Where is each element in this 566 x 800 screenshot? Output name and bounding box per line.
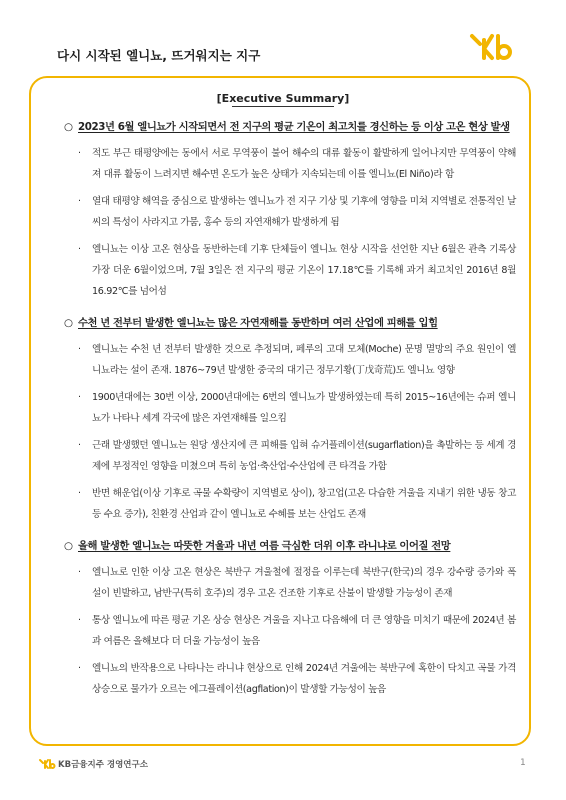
bullet-dot: · xyxy=(78,567,81,578)
bullet-text: 엘니뇨로 인한 이상 고온 현상은 북반구 겨울철에 절정을 이루는데 북반구(한국)의 경우 강수량 증가와 폭설이 빈발하고, 남반구(특히 호주)의 경우 고온 건조한 기후로 산불이 발생할 가능성이 존재 xyxy=(92,567,516,599)
bullet-item xyxy=(64,191,516,233)
bullet-item xyxy=(64,658,516,700)
bullet-item xyxy=(64,239,516,302)
page-number: 1 xyxy=(520,758,526,768)
bullet-dot: · xyxy=(78,663,81,674)
bullet-text: 반면 해운업(이상 기후로 곡물 수확량이 지역별로 상이), 창고업(고온 다습한 겨울을 지내기 위한 냉동 창고 등 수요 증가), 친환경 산업과 같이 엘니뇨로 수혜를 보는 산업도 존재 xyxy=(92,488,516,520)
bullet-item xyxy=(64,143,516,185)
bullet-item xyxy=(64,339,516,381)
bullet-text: 1900년대에는 30번 이상, 2000년대에는 6번의 엘니뇨가 발생하였는데 특히 2015~16년에는 슈퍼 엘니뇨가 나타나 세계 각국에 많은 자연재해를 일으킴 xyxy=(92,392,516,424)
bullet-dot: · xyxy=(78,196,81,207)
bullet-text: 열대 태평양 해역을 중심으로 발생하는 엘니뇨가 전 지구 기상 및 기후에 영향을 미쳐 지역별로 전통적인 날씨의 특성이 사라지고 가뭄, 홍수 등의 자연재해가 발생하게 됨 xyxy=(92,196,516,228)
bullet-item xyxy=(64,610,516,652)
bullet-item xyxy=(64,562,516,604)
section-heading xyxy=(64,539,516,554)
summary-section-2 xyxy=(64,316,516,525)
bullet-text: 엘니뇨는 수천 년 전부터 발생한 것으로 추정되며, 페루의 고대 모체(Moche) 문명 멸망의 주요 원인이 엘니뇨라는 설이 존재. 1876~79년 발생한 중국의 대기근 정무기황(丁戊奇荒)도 엘니뇨 영향 xyxy=(92,344,516,376)
title-underline xyxy=(232,106,334,107)
footer-org-name: KB금융지주 경영연구소 xyxy=(58,760,148,770)
summary-title: [Executive Summary] xyxy=(216,92,350,105)
bullet-text: 엘니뇨는 이상 고온 현상을 동반하는데 기후 단체들이 엘니뇨 현상 시작을 선언한 지난 6월은 관측 기록상 가장 더운 6월이었으며, 7월 3일은 전 지구의 평균 기온이 17.18℃를 기록해 과거 최고치인 2016년 8월 16.92℃를 넘어섬 xyxy=(92,244,516,297)
section-marker: ○ xyxy=(64,317,73,329)
section-heading xyxy=(64,120,516,135)
kb-small-logo-icon xyxy=(38,758,56,770)
section-headline: 올해 발생한 엘니뇨는 따뜻한 겨울과 내년 여름 극심한 더위 이후 라니냐로 이어질 전망 xyxy=(78,540,451,552)
bullet-dot: · xyxy=(78,392,81,403)
bullet-dot: · xyxy=(78,615,81,626)
section-marker: ○ xyxy=(64,540,73,552)
bullet-dot: · xyxy=(78,244,81,255)
bullet-text: 통상 엘니뇨에 따른 평균 기온 상승 현상은 겨울을 지나고 다음해에 더 큰 영향을 미치기 때문에 2024년 봄과 여름은 올해보다 더 더울 가능성이 높음 xyxy=(92,615,516,647)
page-header-title: 다시 시작된 엘니뇨, 뜨거워지는 지구 xyxy=(57,48,261,63)
bullet-item xyxy=(64,483,516,525)
kb-logo-icon xyxy=(464,28,516,68)
bullet-item xyxy=(64,387,516,429)
summary-section-1 xyxy=(64,120,516,302)
section-headline: 2023년 6월 엘니뇨가 시작되면서 전 지구의 평균 기온이 최고치를 경신하는 등 이상 고온 현상 발생 xyxy=(78,121,510,133)
bullet-text: 엘니뇨의 반작용으로 나타나는 라니냐 현상으로 인해 2024년 겨울에는 북반구에 혹한이 닥치고 곡물 가격 상승으로 물가가 오르는 에그플레이션(agflation)이 발생할 가능성이 높음 xyxy=(92,663,516,695)
summary-section-3 xyxy=(64,539,516,700)
section-heading xyxy=(64,316,516,331)
bullet-text: 근래 발생했던 엘니뇨는 원당 생산지에 큰 피해를 입혀 슈거플레이션(sugarflation)을 촉발하는 등 세계 경제에 부정적인 영향을 미쳤으며 특히 농업·축산업·수산업에 큰 타격을 가함 xyxy=(92,440,516,472)
bullet-text: 적도 부근 태평양에는 동에서 서로 무역풍이 불어 해수의 대류 활동이 활발하게 일어나지만 무역풍이 약해져 대류 활동이 느려지면 해수면 온도가 높은 상태가 지속되는데 이를 엘니뇨(El Niño)라 함 xyxy=(92,148,516,180)
section-marker: ○ xyxy=(64,121,73,133)
bullet-dot: · xyxy=(78,148,81,159)
summary-content xyxy=(64,120,516,714)
bullet-dot: · xyxy=(78,488,81,499)
bullet-dot: · xyxy=(78,344,81,355)
section-headline: 수천 년 전부터 발생한 엘니뇨는 많은 자연재해를 동반하며 여러 산업에 피해를 입힘 xyxy=(78,317,438,329)
bullet-dot: · xyxy=(78,440,81,451)
bullet-item xyxy=(64,435,516,477)
